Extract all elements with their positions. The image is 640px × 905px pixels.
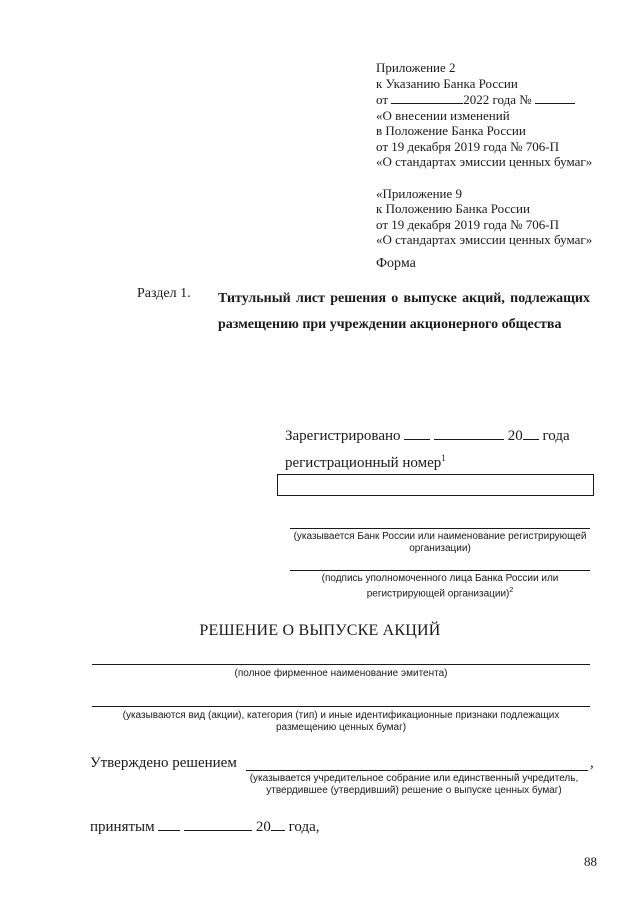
annex-line-7: «О стандартах эмиссии ценных бумаг» bbox=[376, 154, 593, 169]
annex9-line-1: «Приложение 9 bbox=[376, 185, 463, 201]
annex-header bbox=[376, 60, 626, 248]
year-blank[interactable] bbox=[523, 427, 539, 440]
annex-year: 2022 года № bbox=[463, 92, 532, 107]
year-word: года bbox=[542, 428, 570, 444]
registration-number-label bbox=[285, 453, 446, 472]
approved-comma: , bbox=[590, 755, 594, 771]
section-label: Раздел 1. bbox=[137, 286, 191, 301]
registrar-line[interactable] bbox=[290, 528, 590, 529]
annex9-line-3: от 19 декабря 2019 года № 706-П bbox=[376, 216, 560, 232]
number-blank bbox=[535, 91, 575, 104]
form-label: Форма bbox=[376, 256, 416, 271]
annex-from: от bbox=[376, 92, 389, 107]
adopted-day-blank[interactable] bbox=[158, 818, 180, 831]
approver-line[interactable] bbox=[246, 770, 588, 771]
annex-line-1: Приложение 2 bbox=[376, 60, 456, 75]
issuer-name-caption: (полное фирменное наименование эмитента) bbox=[234, 668, 448, 679]
annex-line-3 bbox=[376, 91, 626, 108]
document-heading: РЕШЕНИЕ О ВЫПУСКЕ АКЦИЙ bbox=[199, 622, 441, 639]
adopted-year-word: года, bbox=[288, 819, 320, 835]
section-title: Титульный лист решения о выпуске акций, подлежащих размещению при учреждении акционерного общества bbox=[218, 291, 590, 332]
annex-line-5: в Положение Банка России bbox=[376, 123, 526, 138]
footnote-2: 2 bbox=[509, 587, 514, 594]
month-blank[interactable] bbox=[434, 427, 504, 440]
registration-number-box[interactable] bbox=[277, 474, 594, 496]
annex9-line-2: к Положению Банка России bbox=[376, 201, 530, 216]
year-prefix: 20 bbox=[507, 428, 523, 444]
adopted-year-blank[interactable] bbox=[271, 818, 285, 831]
footnote-1: 1 bbox=[441, 453, 446, 463]
issuer-name-line[interactable] bbox=[92, 664, 590, 665]
signature-caption bbox=[290, 573, 590, 600]
registered-line bbox=[285, 427, 570, 445]
signature-caption-text: (подпись уполномоченного лица Банка России или регистрирующей организации) bbox=[321, 573, 559, 600]
adopted-year-prefix: 20 bbox=[255, 819, 271, 835]
page-number: 88 bbox=[584, 854, 597, 869]
date-blank bbox=[391, 91, 463, 104]
approver-caption: (указывается учредительное собрание или единственный учредитель, утвердившее (утвердивший) решение о выпуске ценных бумаг) bbox=[249, 773, 579, 796]
share-kind-line[interactable] bbox=[92, 706, 590, 707]
annex-line-6: от 19 декабря 2019 года № 706-П bbox=[376, 138, 560, 154]
day-blank[interactable] bbox=[404, 427, 430, 440]
annex9-line-4: «О стандартах эмиссии ценных бумаг» bbox=[376, 232, 593, 247]
registered-label: Зарегистрировано bbox=[285, 428, 401, 444]
annex-line-2: к Указанию Банка России bbox=[376, 75, 518, 91]
annex-line-4: «О внесении изменений bbox=[376, 107, 510, 123]
registrar-caption: (указывается Банк России или наименование регистрирующей организации) bbox=[293, 531, 587, 554]
adopted-line bbox=[90, 818, 320, 836]
adopted-month-blank[interactable] bbox=[184, 818, 252, 831]
signature-line[interactable] bbox=[290, 570, 590, 571]
adopted-label: принятым bbox=[90, 819, 155, 835]
registration-number-text: регистрационный номер bbox=[285, 455, 442, 471]
share-kind-caption: (указываются вид (акции), категория (тип) и иные идентификационные признаки подлежащих размещению ценных бумаг) bbox=[122, 710, 560, 733]
approved-by-label: Утверждено решением bbox=[90, 755, 237, 771]
